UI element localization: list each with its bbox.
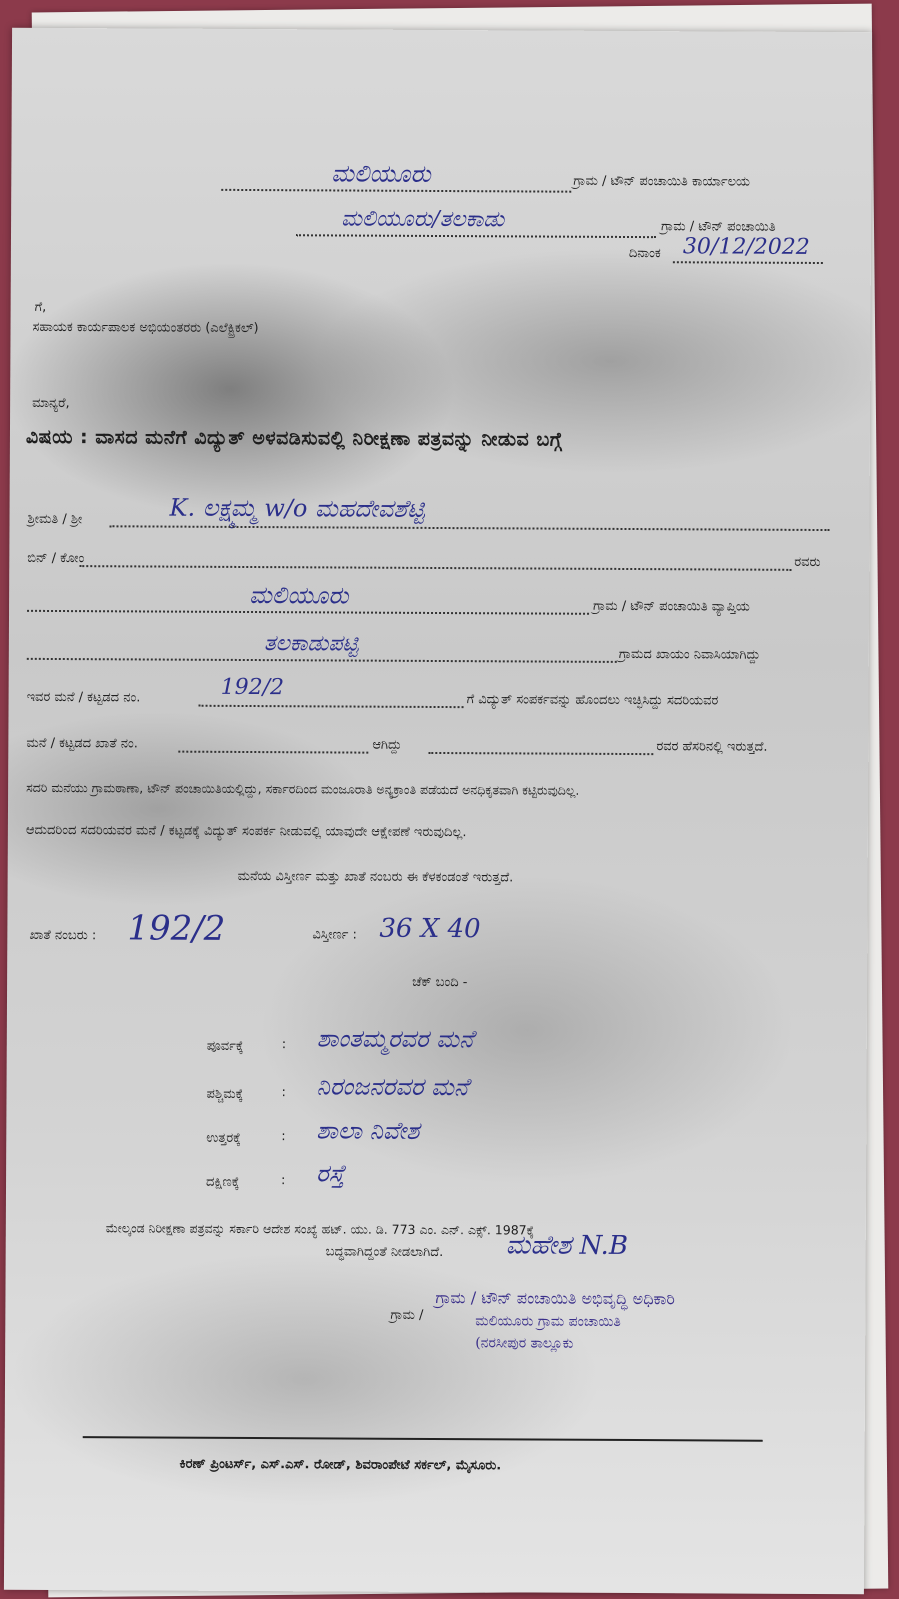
office-label: ಗ್ರಾಮ / ಟೌನ್ ಪಂಚಾಯಿತಿ ಕಾರ್ಯಾಲಯ xyxy=(573,173,751,190)
name-line xyxy=(109,525,829,531)
relation-label: ಬಿನ್ / ಕೋಂ xyxy=(27,550,85,567)
house-suffix: ಗೆ ವಿದ್ಯುತ್ ಸಂಪರ್ಕವನ್ನು ಹೊಂದಲು ಇಚ್ಛಿಸಿದ್ದು ಸದರಿಯವರ xyxy=(466,692,719,709)
hamlet-line xyxy=(27,658,617,663)
paragraph-1: ಸದರಿ ಮನೆಯು ಗ್ರಾಮಠಾಣಾ, ಟೌನ್ ಪಂಚಾಯಿತಿಯಲ್ಲಿದ್ದು, ಸರ್ಕಾರದಿಂದ ಮಂಜೂರಾತಿ ಅನ್ಯಕ್ರಾಂತಿ ಪಡೆಯದೆ ಅನಧಿಕೃತವಾಗಿ ಕಟ್ಟಿರುವುದಿಲ್ಲ. xyxy=(26,779,580,798)
house-number-handwritten: 192/2 xyxy=(220,674,285,701)
officer-stamp-line3: (ನರಸೀಪುರ ತಾಲ್ಲೂಕು xyxy=(475,1335,574,1352)
south-boundary-handwritten: ರಸ್ತೆ xyxy=(316,1159,345,1188)
to-label: ಗೆ, xyxy=(34,299,47,315)
south-colon: : xyxy=(281,1173,286,1189)
footer-rule xyxy=(83,1436,763,1442)
printer-imprint: ಕಿರಣ್ ಪ್ರಿಂಟರ್ಸ್, ಎಸ್.ಎಸ್. ರೋಡ್, ಶಿವರಾಂಪೇಟೆ ಸರ್ಕಲ್, ಮೈಸೂರು. xyxy=(179,1456,502,1474)
house-line xyxy=(199,705,464,708)
issued-line: ಬದ್ಧವಾಗಿದ್ದಂತೆ ನೀಡಲಾಗಿದೆ. xyxy=(325,1244,444,1261)
area-label: ವಿಸ್ತೀರ್ಣ : xyxy=(312,927,357,943)
officer-signature: ಮಹೇಶ N.B xyxy=(505,1230,629,1262)
west-colon: : xyxy=(281,1085,286,1101)
subject-line: ವಿಷಯ : ವಾಸದ ಮನೆಗೆ ವಿದ್ಯುತ್ ಅಳವಡಿಸುವಲ್ಲಿ ನಿರೀಕ್ಷಣಾ ಪತ್ರವನ್ನು ನೀಡುವ ಬಗ್ಗೆ xyxy=(25,425,563,451)
applicant-name-handwritten: K. ಲಕ್ಷ್ಮಮ್ಮ w/o ಮಹದೇವಶೆಟ್ಟಿ xyxy=(169,493,425,523)
office-name-handwritten: ಮಲಿಯೂರು xyxy=(331,159,431,188)
khata-label: ಮನೆ / ಕಟ್ಟಡದ ಖಾತೆ ನಂ. xyxy=(26,735,138,752)
house-label: ಇವರ ಮನೆ / ಕಟ್ಟಡದ ನಂ. xyxy=(26,689,141,706)
south-label: ದಕ್ಷಿಣಕ್ಕೆ xyxy=(206,1174,240,1190)
panchayat-name-line xyxy=(296,234,656,238)
hamlet-handwritten: ತಲಕಾಡುಪಟ್ಟಿ xyxy=(263,631,359,657)
salutation: ಮಾನ್ಯರೆ, xyxy=(32,395,70,412)
paragraph-2: ಆದುದರಿಂದ ಸದರಿಯವರ ಮನೆ / ಕಟ್ಟಡಕ್ಕೆ ವಿದ್ಯುತ್ ಸಂಪರ್ಕ ನೀಡುವಲ್ಲಿ ಯಾವುದೇ ಆಕ್ಷೇಪಣೆ ಇರುವುದಿಲ್ಲ. xyxy=(25,822,467,841)
panchayat-label: ಗ್ರಾಮ / ಟೌನ್ ಪಂಚಾಯಿತಿ xyxy=(661,219,776,235)
west-boundary-handwritten: ನಿರಂಜನರವರ ಮನೆ xyxy=(316,1072,469,1102)
office-name-line xyxy=(221,189,571,193)
addressee-designation: ಸಹಾಯಕ ಕಾರ್ಯಪಾಲಕ ಅಭಿಯಂತರರು (ಎಲೆಕ್ಟ್ರಿಕಲ್) xyxy=(32,319,259,337)
officer-stamp-line1: ಗ್ರಾಮ / ಟೌನ್ ಪಂಚಾಯಿತಿ ಅಭಿವೃದ್ಧಿ ಅಧಿಕಾರಿ xyxy=(435,1287,675,1309)
khata-number-handwritten: 192/2 xyxy=(127,908,226,949)
village-line xyxy=(27,610,589,615)
west-label: ಪಶ್ಚಿಮಕ್ಕೆ xyxy=(206,1086,244,1102)
government-order-line: ಮೇಲ್ಕಂಡ ನಿರೀಕ್ಷಣಾ ಪತ್ರವನ್ನು ಸರ್ಕಾರಿ ಆದೇಶ ಸಂಖ್ಯೆ ಹಟ್. ಯು. ಡಿ. 773 ಎಂ. ಎನ್. ಎಕ್ಸ್. 1987ಕ್ಕೆ xyxy=(105,1220,535,1238)
name-label: ಶ್ರೀಮತಿ / ಶ್ರೀ xyxy=(27,511,83,528)
gram-label: ಗ್ರಾಮ / xyxy=(390,1307,424,1323)
khata-line xyxy=(178,751,368,754)
hamlet-label: ಗ್ರಾಮದ ಖಾಯಂ ನಿವಾಸಿಯಾಗಿದ್ದು xyxy=(618,646,761,663)
village-label: ಗ್ರಾಮ / ಟೌನ್ ಪಂಚಾಯಿತಿ ವ್ಯಾಪ್ತಿಯ xyxy=(593,598,750,615)
document-page xyxy=(4,28,872,1594)
paragraph-3: ಮನೆಯ ವಿಸ್ತೀರ್ಣ ಮತ್ತು ಖಾತೆ ನಂಬರು ಈ ಕೆಳಕಂಡಂತೆ ಇರುತ್ತದೆ. xyxy=(237,868,514,886)
date-label: ದಿನಾಂಕ xyxy=(628,245,661,262)
date-line xyxy=(673,261,823,264)
east-label: ಪೂರ್ವಕ್ಕೆ xyxy=(206,1038,244,1054)
panchayat-name-handwritten: ಮಲಿಯೂರು/ತಲಕಾಡು xyxy=(341,206,505,233)
north-label: ಉತ್ತರಕ್ಕೆ xyxy=(206,1130,241,1146)
khata-number-label: ಖಾತೆ ನಂಬರು : xyxy=(29,927,97,944)
khata-suffix: ರವರ ಹೆಸರಿನಲ್ಲಿ ಇರುತ್ತದೆ. xyxy=(656,739,768,755)
relation-suffix: ರವರು xyxy=(794,554,821,570)
east-colon: : xyxy=(281,1037,287,1053)
officer-stamp-line2: ಮಲಿಯೂರು ಗ್ರಾಮ ಪಂಚಾಯಿತಿ xyxy=(475,1313,621,1330)
khata-mid: ಆಗಿದ್ದು xyxy=(372,737,402,753)
north-boundary-handwritten: ಶಾಲಾ ನಿವೇಶ xyxy=(316,1116,420,1145)
village-handwritten: ಮಲಿಯೂರು xyxy=(249,581,349,610)
north-colon: : xyxy=(281,1129,286,1145)
east-boundary-handwritten: ಶಾಂತಮ್ಮರವರ ಮನೆ xyxy=(316,1024,474,1054)
area-handwritten: 36 X 40 xyxy=(379,913,481,945)
boundary-label: ಚೆಕ್ ಬಂದಿ - xyxy=(412,974,468,991)
owner-line xyxy=(428,752,653,755)
relation-line xyxy=(79,565,791,571)
date-handwritten: 30/12/2022 xyxy=(682,234,810,260)
